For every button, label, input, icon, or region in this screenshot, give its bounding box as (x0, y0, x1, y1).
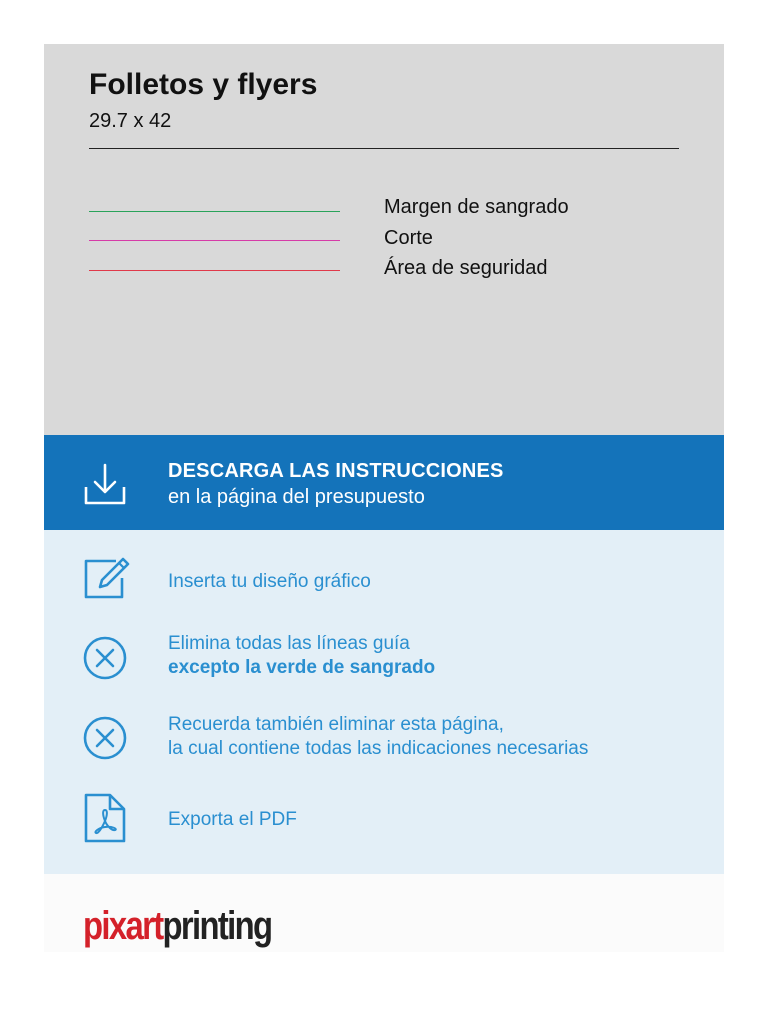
pdf-file-icon (82, 792, 128, 844)
download-icon (82, 461, 128, 507)
banner-subtitle: en la página del presupuesto (168, 486, 425, 508)
legend-label-safety: Área de seguridad (384, 257, 548, 279)
step-3-text: Recuerda también eliminar esta página, (168, 714, 504, 735)
step-remove-page (168, 713, 588, 761)
instructions-list (44, 530, 724, 874)
template-area (44, 44, 724, 435)
close-circle-icon (82, 635, 128, 681)
step-2-text: Elimina todas las líneas guía (168, 633, 410, 654)
cut-line-sample (89, 240, 340, 241)
edit-icon (82, 556, 136, 602)
step-2-emphasis: excepto la verde de sangrado (168, 657, 436, 678)
step-insert-design (168, 570, 371, 594)
close-circle-icon (82, 715, 128, 761)
brand-logo (83, 904, 271, 948)
banner-title: DESCARGA LAS INSTRUCCIONES (168, 460, 504, 482)
title-divider (89, 148, 679, 149)
page-title: Folletos y flyers (89, 68, 318, 101)
legend-label-cut: Corte (384, 227, 433, 249)
bleed-line-sample (89, 211, 340, 212)
step-4-text: Exporta el PDF (168, 809, 297, 830)
format-size: 29.7 x 42 (89, 110, 172, 132)
footer (44, 874, 724, 952)
logo-part-pixart: pixart (83, 904, 163, 948)
legend-label-bleed: Margen de sangrado (384, 196, 569, 218)
download-banner[interactable] (44, 435, 724, 530)
safety-line-sample (89, 270, 340, 271)
step-export-pdf (168, 808, 297, 832)
step-remove-guides (168, 632, 435, 680)
step-3-text-line2: la cual contiene todas las indicaciones necesarias (168, 738, 589, 759)
step-1-text: Inserta tu diseño gráfico (168, 571, 371, 592)
logo-part-printing: printing (162, 904, 272, 948)
